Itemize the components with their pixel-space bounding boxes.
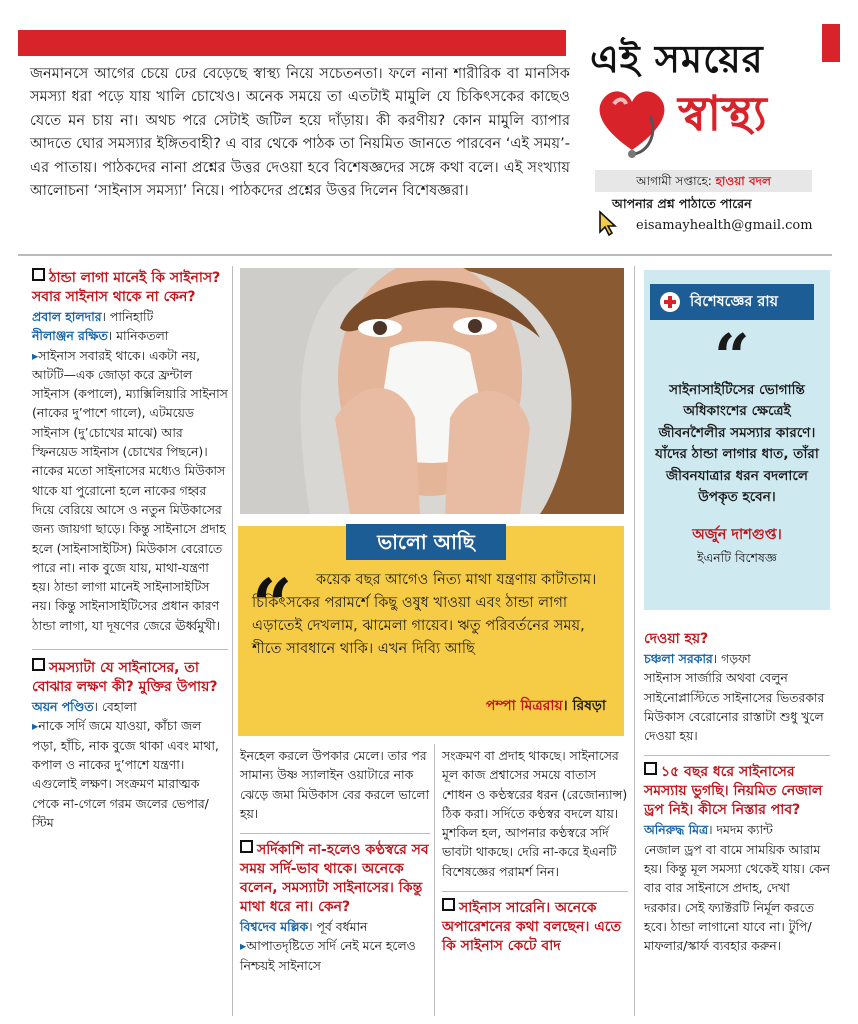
question-3: সর্দিকাশি না-হলেও কণ্ঠস্বরে সব সময় সর্দি-ভাব থাকে। অনেকে বলেন, সমস্যাটা সাইনাসের। কিন্তু মাথা ধরে না। কেন? [240,842,429,916]
question-box-icon [442,898,455,911]
question-4-continued: দেওয়া হয়? [644,631,709,647]
column-divider [634,266,635,1016]
column-divider [434,744,435,1016]
asker-3: অয়ন পণ্ডিত। বেহালা [32,699,137,715]
testimonial-box [238,526,624,736]
testimonial-title: ভালো আছি [346,524,506,560]
answer-5: নেজাল ড্রপ বা বামে সাময়িক আরাম হয়। কিন্তু মূল সমস্যা থেকেই যায়। কেন বার বার সাইনাসে প্রদাহ, দেখা দরকার। সেই ফ্যাক্টরটি নির্মূল করতে হবে। ঠান্ডা লাগানো যাবে না। টুপি/মাফলার/স্কার্ফ ব্যবহার করুন। [644,841,830,954]
testimonial-signature: পম্পা মিত্ররায়। রিষড়া [485,698,606,714]
question-box-icon [644,762,657,775]
expert-heading: বিশেষজ্ঞের রায় [650,284,814,320]
next-week-topic: হাওয়া বদল [715,174,771,188]
column-4 [644,630,830,956]
quote-mark-icon: “ [714,320,750,393]
column-3 [442,746,628,956]
header-red-bar [18,30,566,56]
arrow-icon: ▸ [32,718,39,734]
question-1: ঠান্ডা লাগা মানেই কি সাইনাস? সবার সাইনাস থাকে না কেন? [32,270,221,305]
answer-divider [32,635,228,650]
expert-title: ইএনটি বিশেষজ্ঞ [697,550,777,565]
testimonial-text: কয়েক বছর আগেও নিত্য মাথা যন্ত্রণায় কাটাতাম। চিকিৎসকের পরামর্শে কিছু ওষুধ খাওয়া এবং ঠান্ডা লাগা এড়াতেই দেখলাম, ঝামেলা গায়েব। ঋতু পরিবর্তনের সময়, শীতে সাবধানে থাকি। এখন দিব্যি আছি [252,571,597,657]
answer-4: সাইনাস সার্জারি অথবা বেলুন সাইনোপ্লাস্টিতে সাইনাসের ভিতরকার মিউকাস বেরোনোর রাস্তাটা শুধু খুলে দেওয়া হয়। [644,670,825,744]
asker-4: বিশ্বদেব মল্লিক। পূর্ব বর্ধমান [240,919,368,935]
answer-2: ▸নাকে সর্দি জমে যাওয়া, কাঁচা জল পড়া, হাঁচি, নাক বুজে থাকা এবং মাথা, কপাল ও নাকের দু’পাশে যন্ত্রণা। এগুলোই লক্ষণ। সংক্রমণ মারাত্মক পেকে না-গেলে গরম জলের ভেপার/স্টিম [32,718,219,830]
answer-divider [442,881,628,892]
answer-divider [240,823,430,834]
photo-illustration [240,268,624,514]
question-box-icon [32,658,45,671]
masthead [590,30,828,160]
answer-3: ▸আপাতদৃষ্টিতে সর্দি নেই মনে হলেও নিশ্চয়ই সাইনাসে [240,938,416,973]
asker-2: নীলাঞ্জন রক্ষিত। মানিকতলা [32,328,169,344]
asker-5: চঞ্চলা সরকার। গড়ফা [644,651,751,666]
question-box-icon [240,840,253,853]
answer-divider [644,745,830,756]
question-2: সমস্যাটা যে সাইনাসের, তা বোঝার লক্ষণ কী? মুক্তির উপায়? [32,660,218,696]
expert-opinion-box [644,270,830,610]
answer-2-continued: ইনহেল করলে উপকার মেলে। তার পর সামান্য উষ্ণ স্যালাইন ওয়াটারে নাক ঝেড়ে জমা মিউকাস বের করলে ভালো হয়। [240,748,430,821]
question-4: সাইনাস সারেনি। অনেকে অপারেশনের কথা বলছেন। এতে কি সাইনাস কেটে বাদ [442,900,621,955]
expert-quote: সাইনাসাইটিসের ভোগান্তি অধিকাংশের ক্ষেত্রেই জীবনশৈলীর সমস্যার কারণে। যাঁদের ঠান্ডা লাগার ধাত, তাঁরা জীবনযাত্রার ধরন বদলালে উপকৃত হবেন। [655,382,819,506]
woman-sneezing-photo [240,268,624,514]
arrow-icon: ▸ [32,347,39,363]
question-box-icon [32,268,45,281]
answer-3-continued: সংক্রমণ বা প্রদাহ থাকছে। সাইনাসের মূল কাজ প্রশ্বাসের সময়ে বাতাস শোধন ও কণ্ঠস্বরের ধরন (রেজোন্যান্স) ঠিক করা। সর্দিতে কণ্ঠস্বর বদলে যায়। মুশকিল হল, আপনার কণ্ঠস্বরে সর্দি ভাবটা থাকছে। দেরি না-করে ইএনটি বিশেষজ্ঞের পরামর্শ নিন। [442,748,628,879]
ask-label: আপনার প্রশ্ন পাঠাতে পারেন [612,196,752,211]
arrow-icon: ▸ [240,938,247,954]
medical-cross-icon [660,292,680,312]
question-5: ১৫ বছর ধরে সাইনাসের সমস্যায় ভুগছি। নিয়মিত নেজাল ড্রপ নিই। কীসে নিস্তার পাব? [644,764,823,819]
intro-paragraph: জনমানসে আগের চেয়ে ঢের বেড়েছে স্বাস্থ্য নিয়ে সচেতনতা। ফলে নানা শারীরিক বা মানসিক সমস্যা ধরা পড়ে যায় খালি চোখেও। অনেক সময়ে তা এতটাই মামুলি যে চিকিৎসকের কাছেও যেতে মন চায় না। অথচ পরে সেটাই জটিল হয়ে দাঁড়ায়। কী করণীয়? কোন মামুলি ব্যাপার আদতে ঘোর সমস্যার ইঙ্গিতবাহী? এ বার থেকে পাঠক তা নিয়মিত জানতে পারবেন ‘এই সময়’-এর পাতায়। পাঠকদের নানা প্রশ্নের উত্তর দেওয়া হবে বিশেষজ্ঞদের সঙ্গে কথা বলে। এই সংখ্যায় আলোচনা ‘সাইনাস সমস্যা’ নিয়ে। পাঠকদের প্রশ্নের উত্তর দিলেন বিশেষজ্ঞরা। [30,65,570,200]
quote-mark-icon: “ [252,563,293,646]
masthead-line1: এই সময়ের [590,36,764,81]
masthead-line2: স্বাস্থ্য [678,86,767,142]
column-divider [232,266,233,1016]
column-1 [32,268,228,832]
column-2 [240,746,430,975]
next-week-label: আগামী সপ্তাহে: [636,174,712,188]
heart-stethoscope-icon [590,76,674,160]
email-link[interactable]: eisamayhealth@gmail.com [636,218,813,233]
section-divider [18,254,832,256]
answer-1: ▸সাইনাস সবারই থাকে। একটা নয়, আটটি—এক জোড়া করে ফ্রন্টাল সাইনাস (কপালে), ম্যাক্সিলিয়ারি সাইনাস (নাকের দু’পাশে গালে), এটময়েড সাইনাস (দু’চোখের মাঝে) আর স্ফিনয়েড সাইনাস (চোখের পিছনে)। নাকের মতো সাইনাসের মধ্যেও মিউকাস থাকে যা পুরোনো হলে নাকের গহ্বর দিয়ে বেরিয়ে আসে ও নতুন মিউকাসের জন্য জায়গা ছাড়ে। কিন্তু সাইনাসে প্রদাহ হলে (সাইনাসাইটিস) মিউকাস বেরোতে পারে না। নাক বুজে যায়, মাথা-যন্ত্রণা হয়। ঠান্ডা লাগা মানেই সাইনাসাইটিস নয়। কিন্তু সাইনাসাইটিসের প্রধান কারণ ঠান্ডা লাগা, যা দূষণের জেরে ঊর্ধ্বমুখী। [32,347,228,633]
asker-6: অনিরুদ্ধ মিত্র। দমদম ক্যান্ট [644,822,773,838]
asker-1: প্রবাল হালদার। পানিহাটি [32,309,154,324]
next-week-box [595,170,812,192]
cursor-icon [598,210,618,236]
expert-name: অর্জুন দাশগুপ্ত। [692,527,782,543]
